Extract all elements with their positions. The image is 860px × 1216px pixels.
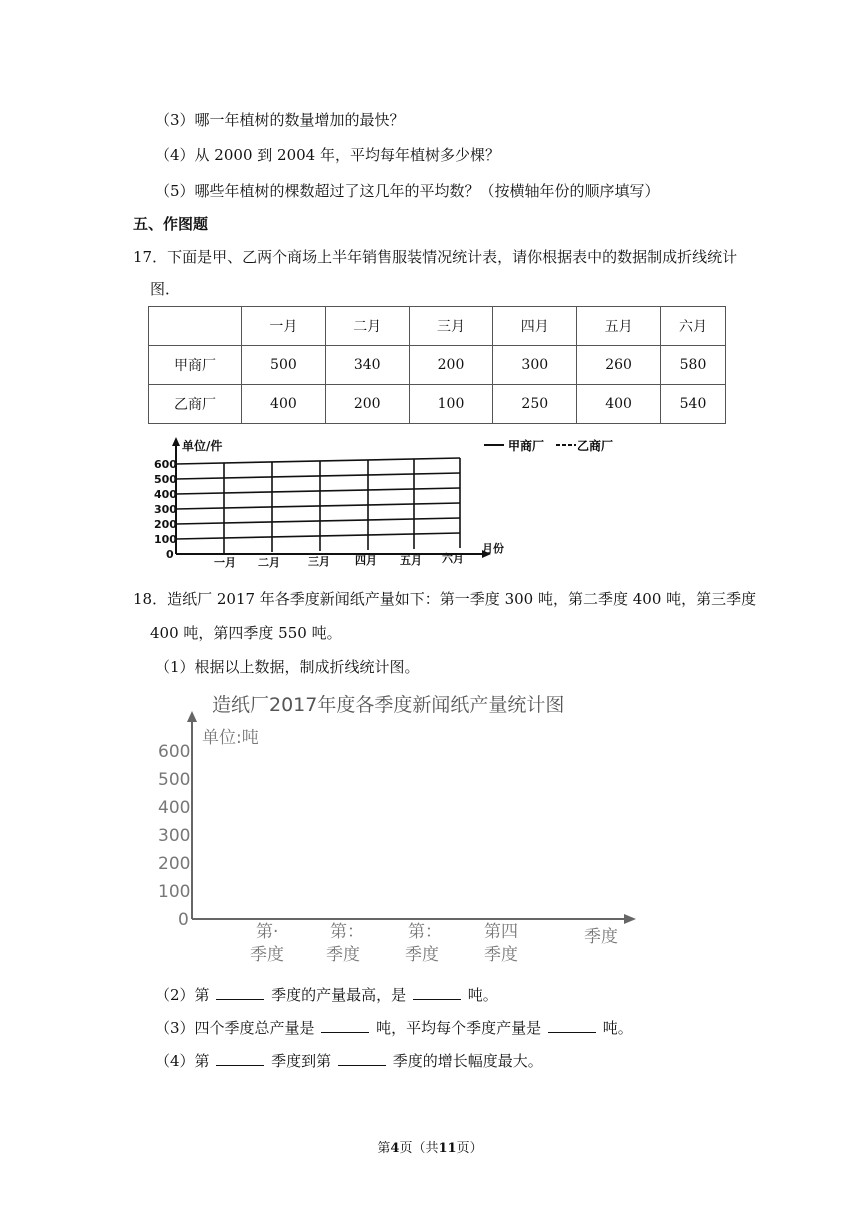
table-cell: 二月 (325, 307, 409, 346)
section-title: 五、作图题 (133, 215, 209, 233)
chart-legend (482, 434, 592, 456)
page-number: 4 (390, 1141, 400, 1156)
q18-text-line2: 400 吨，第四季度 550 吨。 (150, 624, 342, 642)
y-tick: 600 (154, 458, 177, 471)
x-tick: 季度 (405, 945, 439, 965)
table-cell: 300 (493, 346, 577, 385)
table-cell: 400 (242, 385, 326, 424)
q18-sub3-part: 吨。 (602, 1019, 633, 1037)
table-cell: 580 (661, 346, 726, 385)
q16-sub3: （3）哪一年植树的数量增加的最快？ (155, 111, 405, 129)
answer-blank[interactable] (321, 1018, 369, 1033)
answer-blank[interactable] (413, 985, 461, 1000)
table-cell: 500 (242, 346, 326, 385)
x-tick: 季度 (484, 945, 518, 965)
chart-title: 造纸厂2017年度各季度新闻纸产量统计图 (212, 694, 565, 716)
x-tick: 五月 (400, 554, 422, 567)
x-axis-label: 季度 (584, 927, 618, 947)
answer-blank[interactable] (548, 1018, 596, 1033)
y-tick: 500 (158, 770, 191, 790)
table-cell: 540 (661, 385, 726, 424)
q18-sub2-part: （2）第 (155, 986, 210, 1004)
answer-blank[interactable] (338, 1051, 386, 1066)
y-tick: 600 (158, 742, 191, 762)
y-tick: 100 (154, 533, 177, 546)
table-cell: 三月 (409, 307, 493, 346)
table-cell: 五月 (577, 307, 661, 346)
q18-blank-chart (150, 685, 650, 975)
q17-text-line1: 17．下面是甲、乙两个商场上半年销售服装情况统计表，请你根据表中的数据制成折线统计 (133, 248, 738, 266)
y-tick: 0 (166, 548, 174, 561)
page-footer (0, 1137, 860, 1156)
y-tick: 0 (178, 910, 189, 930)
table-cell: 100 (409, 385, 493, 424)
q18-sub3 (155, 1018, 633, 1038)
table-cell: 200 (409, 346, 493, 385)
q18-sub1: （1）根据以上数据，制成折线统计图。 (155, 658, 420, 676)
answer-blank[interactable] (216, 1051, 264, 1066)
answer-blank[interactable] (216, 985, 264, 1000)
table-cell: 260 (577, 346, 661, 385)
q17-text-line2: 图． (150, 280, 181, 298)
q18-sub4-part: 季度的增长幅度最大。 (392, 1052, 543, 1070)
sales-table (148, 306, 726, 424)
q16-sub5: （5）哪些年植树的棵数超过了这几年的平均数？（按横轴年份的顺序填写） (155, 182, 660, 200)
footer-text: 第 (377, 1141, 391, 1156)
y-tick: 300 (154, 503, 177, 516)
q18-sub2 (155, 985, 498, 1005)
x-tick: 季度 (326, 945, 360, 965)
unit-label: 单位:吨 (202, 728, 259, 748)
y-tick: 200 (158, 854, 191, 874)
y-tick: 300 (158, 826, 191, 846)
legend-jia: 甲商厂 (508, 439, 545, 453)
table-cell: 一月 (242, 307, 326, 346)
unit-label: 单位/件 (182, 439, 223, 453)
q18-sub4 (155, 1051, 543, 1071)
table-row (149, 385, 726, 424)
x-tick: 四月 (355, 554, 377, 567)
table-cell: 340 (325, 346, 409, 385)
legend-yi: 乙商厂 (577, 439, 614, 453)
table-cell: 400 (577, 385, 661, 424)
table-row (149, 346, 726, 385)
q18-sub4-part: 季度到第 (271, 1052, 332, 1070)
x-tick: 二月 (258, 556, 280, 568)
y-tick: 400 (154, 488, 177, 501)
footer-text: 页（共 (399, 1141, 439, 1156)
y-tick: 100 (158, 882, 191, 902)
footer-text: 页） (456, 1141, 483, 1156)
y-tick: 400 (158, 798, 191, 818)
x-tick: 第四 (484, 922, 518, 942)
table-cell: 六月 (661, 307, 726, 346)
x-tick: 六月 (442, 552, 464, 565)
q18-text-line1: 18．造纸厂 2017 年各季度新闻纸产量如下：第一季度 300 吨，第二季度 400 吨，第三季度 (133, 590, 757, 608)
q16-sub4: （4）从 2000 到 2004 年，平均每年植树多少棵？ (155, 146, 500, 164)
q18-sub3-part: （3）四个季度总产量是 (155, 1019, 315, 1037)
table-cell: 乙商厂 (149, 385, 242, 424)
x-tick: 季度 (250, 945, 284, 965)
x-tick: 第： (330, 922, 364, 942)
x-axis-label: 月份 (482, 542, 504, 555)
q18-sub4-part: （4）第 (155, 1052, 210, 1070)
x-tick: 一月 (214, 556, 236, 568)
q17-blank-grid (148, 432, 508, 568)
y-tick: 500 (154, 473, 177, 486)
q18-sub2-part: 吨。 (467, 986, 498, 1004)
q18-sub3-part: 吨，平均每个季度产量是 (376, 1019, 542, 1037)
table-cell: 200 (325, 385, 409, 424)
table-cell: 四月 (493, 307, 577, 346)
q18-sub2-part: 季度的产量最高，是 (271, 986, 407, 1004)
table-cell: 250 (493, 385, 577, 424)
x-tick: 第· (256, 922, 279, 942)
table-header-row (149, 307, 726, 346)
y-tick: 200 (154, 518, 177, 531)
x-tick: 第： (408, 922, 442, 942)
page-total: 11 (438, 1141, 457, 1156)
table-cell (149, 307, 242, 346)
x-tick: 三月 (308, 555, 330, 568)
table-cell: 甲商厂 (149, 346, 242, 385)
